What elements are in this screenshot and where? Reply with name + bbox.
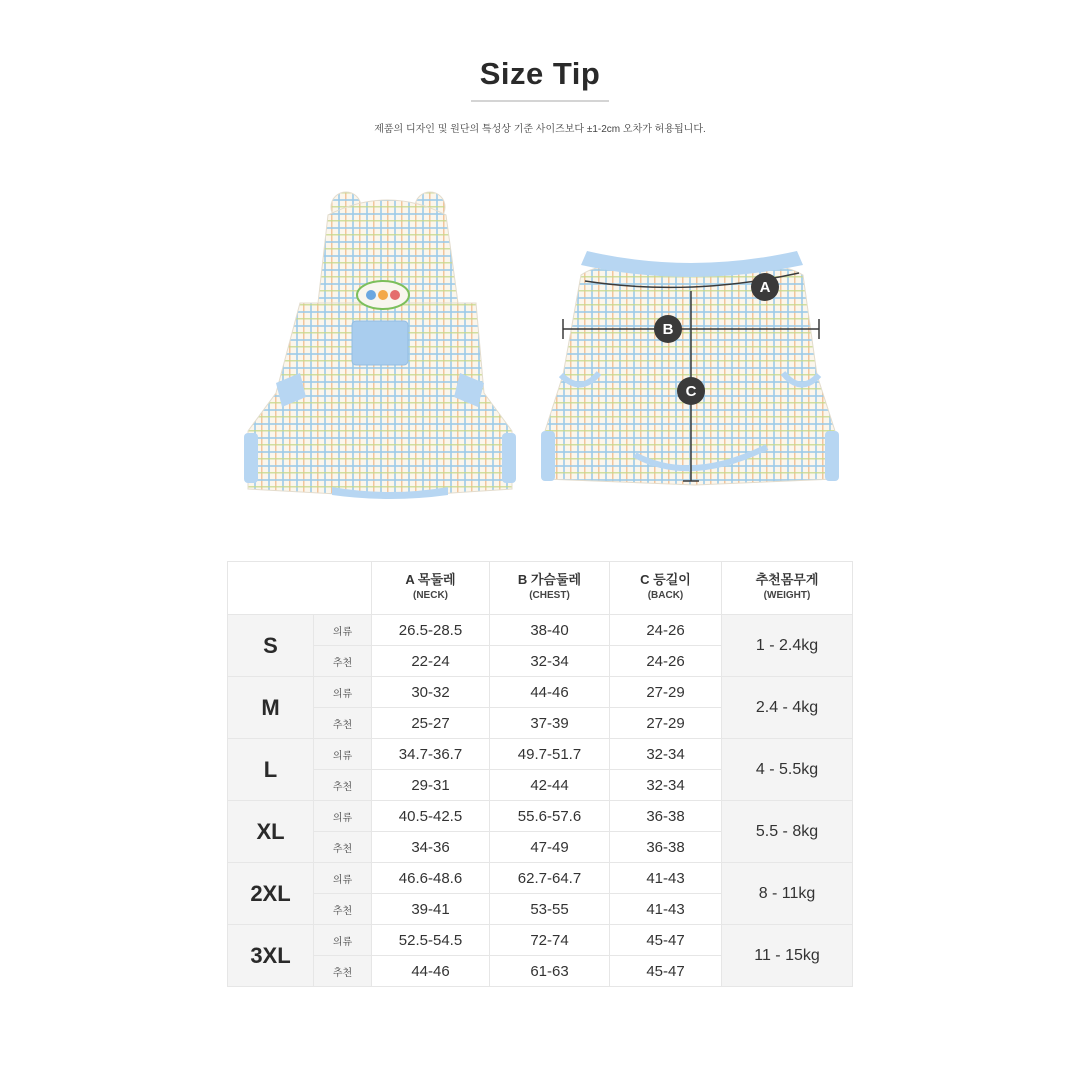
row-kind: 의류 bbox=[314, 801, 372, 832]
neck-cell: 30-32 bbox=[372, 677, 490, 708]
size-label: S bbox=[228, 615, 314, 677]
weight-cell: 2.4 - 4kg bbox=[722, 677, 853, 739]
chest-cell: 61-63 bbox=[490, 956, 610, 987]
header-neck: A 목둘레 (NECK) bbox=[372, 562, 490, 615]
chest-cell: 53-55 bbox=[490, 894, 610, 925]
back-cell: 24-26 bbox=[610, 615, 722, 646]
header-back: C 등길이 (BACK) bbox=[610, 562, 722, 615]
weight-cell: 4 - 5.5kg bbox=[722, 739, 853, 801]
chest-cell: 72-74 bbox=[490, 925, 610, 956]
neck-cell: 52.5-54.5 bbox=[372, 925, 490, 956]
table-row bbox=[228, 863, 853, 894]
back-cell: 41-43 bbox=[610, 863, 722, 894]
marker-a-label: A bbox=[759, 279, 771, 296]
size-label: XL bbox=[228, 801, 314, 863]
row-kind: 의류 bbox=[314, 863, 372, 894]
back-cell: 41-43 bbox=[610, 894, 722, 925]
table-row bbox=[228, 739, 853, 770]
weight-cell: 11 - 15kg bbox=[722, 925, 853, 987]
size-chart-table bbox=[227, 561, 853, 987]
neck-cell: 29-31 bbox=[372, 770, 490, 801]
page-title: Size Tip bbox=[479, 56, 601, 91]
row-kind: 추천 bbox=[314, 832, 372, 863]
back-cell: 36-38 bbox=[610, 832, 722, 863]
weight-cell: 1 - 2.4kg bbox=[722, 615, 853, 677]
row-kind: 추천 bbox=[314, 894, 372, 925]
neck-cell: 46.6-48.6 bbox=[372, 863, 490, 894]
neck-cell: 34-36 bbox=[372, 832, 490, 863]
header-chest: B 가슴둘레 (CHEST) bbox=[490, 562, 610, 615]
header-weight: 추천몸무게 (WEIGHT) bbox=[722, 562, 853, 615]
title-underline bbox=[471, 100, 609, 102]
table-row bbox=[228, 615, 853, 646]
chest-cell: 38-40 bbox=[490, 615, 610, 646]
table-row bbox=[228, 925, 853, 956]
row-kind: 추천 bbox=[314, 708, 372, 739]
neck-cell: 22-24 bbox=[372, 646, 490, 677]
back-cell: 32-34 bbox=[610, 739, 722, 770]
back-cell: 45-47 bbox=[610, 925, 722, 956]
back-cell: 32-34 bbox=[610, 770, 722, 801]
header-blank bbox=[228, 562, 372, 615]
size-label: M bbox=[228, 677, 314, 739]
back-cell: 45-47 bbox=[610, 956, 722, 987]
table-row bbox=[228, 801, 853, 832]
row-kind: 추천 bbox=[314, 956, 372, 987]
row-kind: 의류 bbox=[314, 677, 372, 708]
row-kind: 추천 bbox=[314, 646, 372, 677]
neck-cell: 44-46 bbox=[372, 956, 490, 987]
chest-cell: 32-34 bbox=[490, 646, 610, 677]
size-label: 3XL bbox=[228, 925, 314, 987]
neck-cell: 39-41 bbox=[372, 894, 490, 925]
back-cell: 27-29 bbox=[610, 708, 722, 739]
chest-cell: 62.7-64.7 bbox=[490, 863, 610, 894]
weight-cell: 8 - 11kg bbox=[722, 863, 853, 925]
table-row bbox=[228, 677, 853, 708]
row-kind: 추천 bbox=[314, 770, 372, 801]
back-cell: 36-38 bbox=[610, 801, 722, 832]
size-label: 2XL bbox=[228, 863, 314, 925]
chest-cell: 42-44 bbox=[490, 770, 610, 801]
chest-cell: 37-39 bbox=[490, 708, 610, 739]
neck-cell: 26.5-28.5 bbox=[372, 615, 490, 646]
size-label: L bbox=[228, 739, 314, 801]
marker-b-label: B bbox=[662, 321, 674, 338]
row-kind: 의류 bbox=[314, 925, 372, 956]
back-cell: 27-29 bbox=[610, 677, 722, 708]
weight-cell: 5.5 - 8kg bbox=[722, 801, 853, 863]
neck-cell: 40.5-42.5 bbox=[372, 801, 490, 832]
garment-front-illustration bbox=[240, 185, 520, 505]
chest-cell: 44-46 bbox=[490, 677, 610, 708]
chest-cell: 49.7-51.7 bbox=[490, 739, 610, 770]
back-cell: 24-26 bbox=[610, 646, 722, 677]
garment-back-measurement-diagram bbox=[535, 185, 845, 505]
neck-cell: 34.7-36.7 bbox=[372, 739, 490, 770]
marker-c-label: C bbox=[685, 383, 697, 400]
row-kind: 의류 bbox=[314, 739, 372, 770]
table-header-row bbox=[228, 562, 853, 615]
chest-cell: 47-49 bbox=[490, 832, 610, 863]
row-kind: 의류 bbox=[314, 615, 372, 646]
size-tolerance-note: 제품의 디자인 및 원단의 특성상 기준 사이즈보다 ±1-2cm 오차가 허용됩니다. bbox=[374, 124, 706, 135]
chest-cell: 55.6-57.6 bbox=[490, 801, 610, 832]
neck-cell: 25-27 bbox=[372, 708, 490, 739]
